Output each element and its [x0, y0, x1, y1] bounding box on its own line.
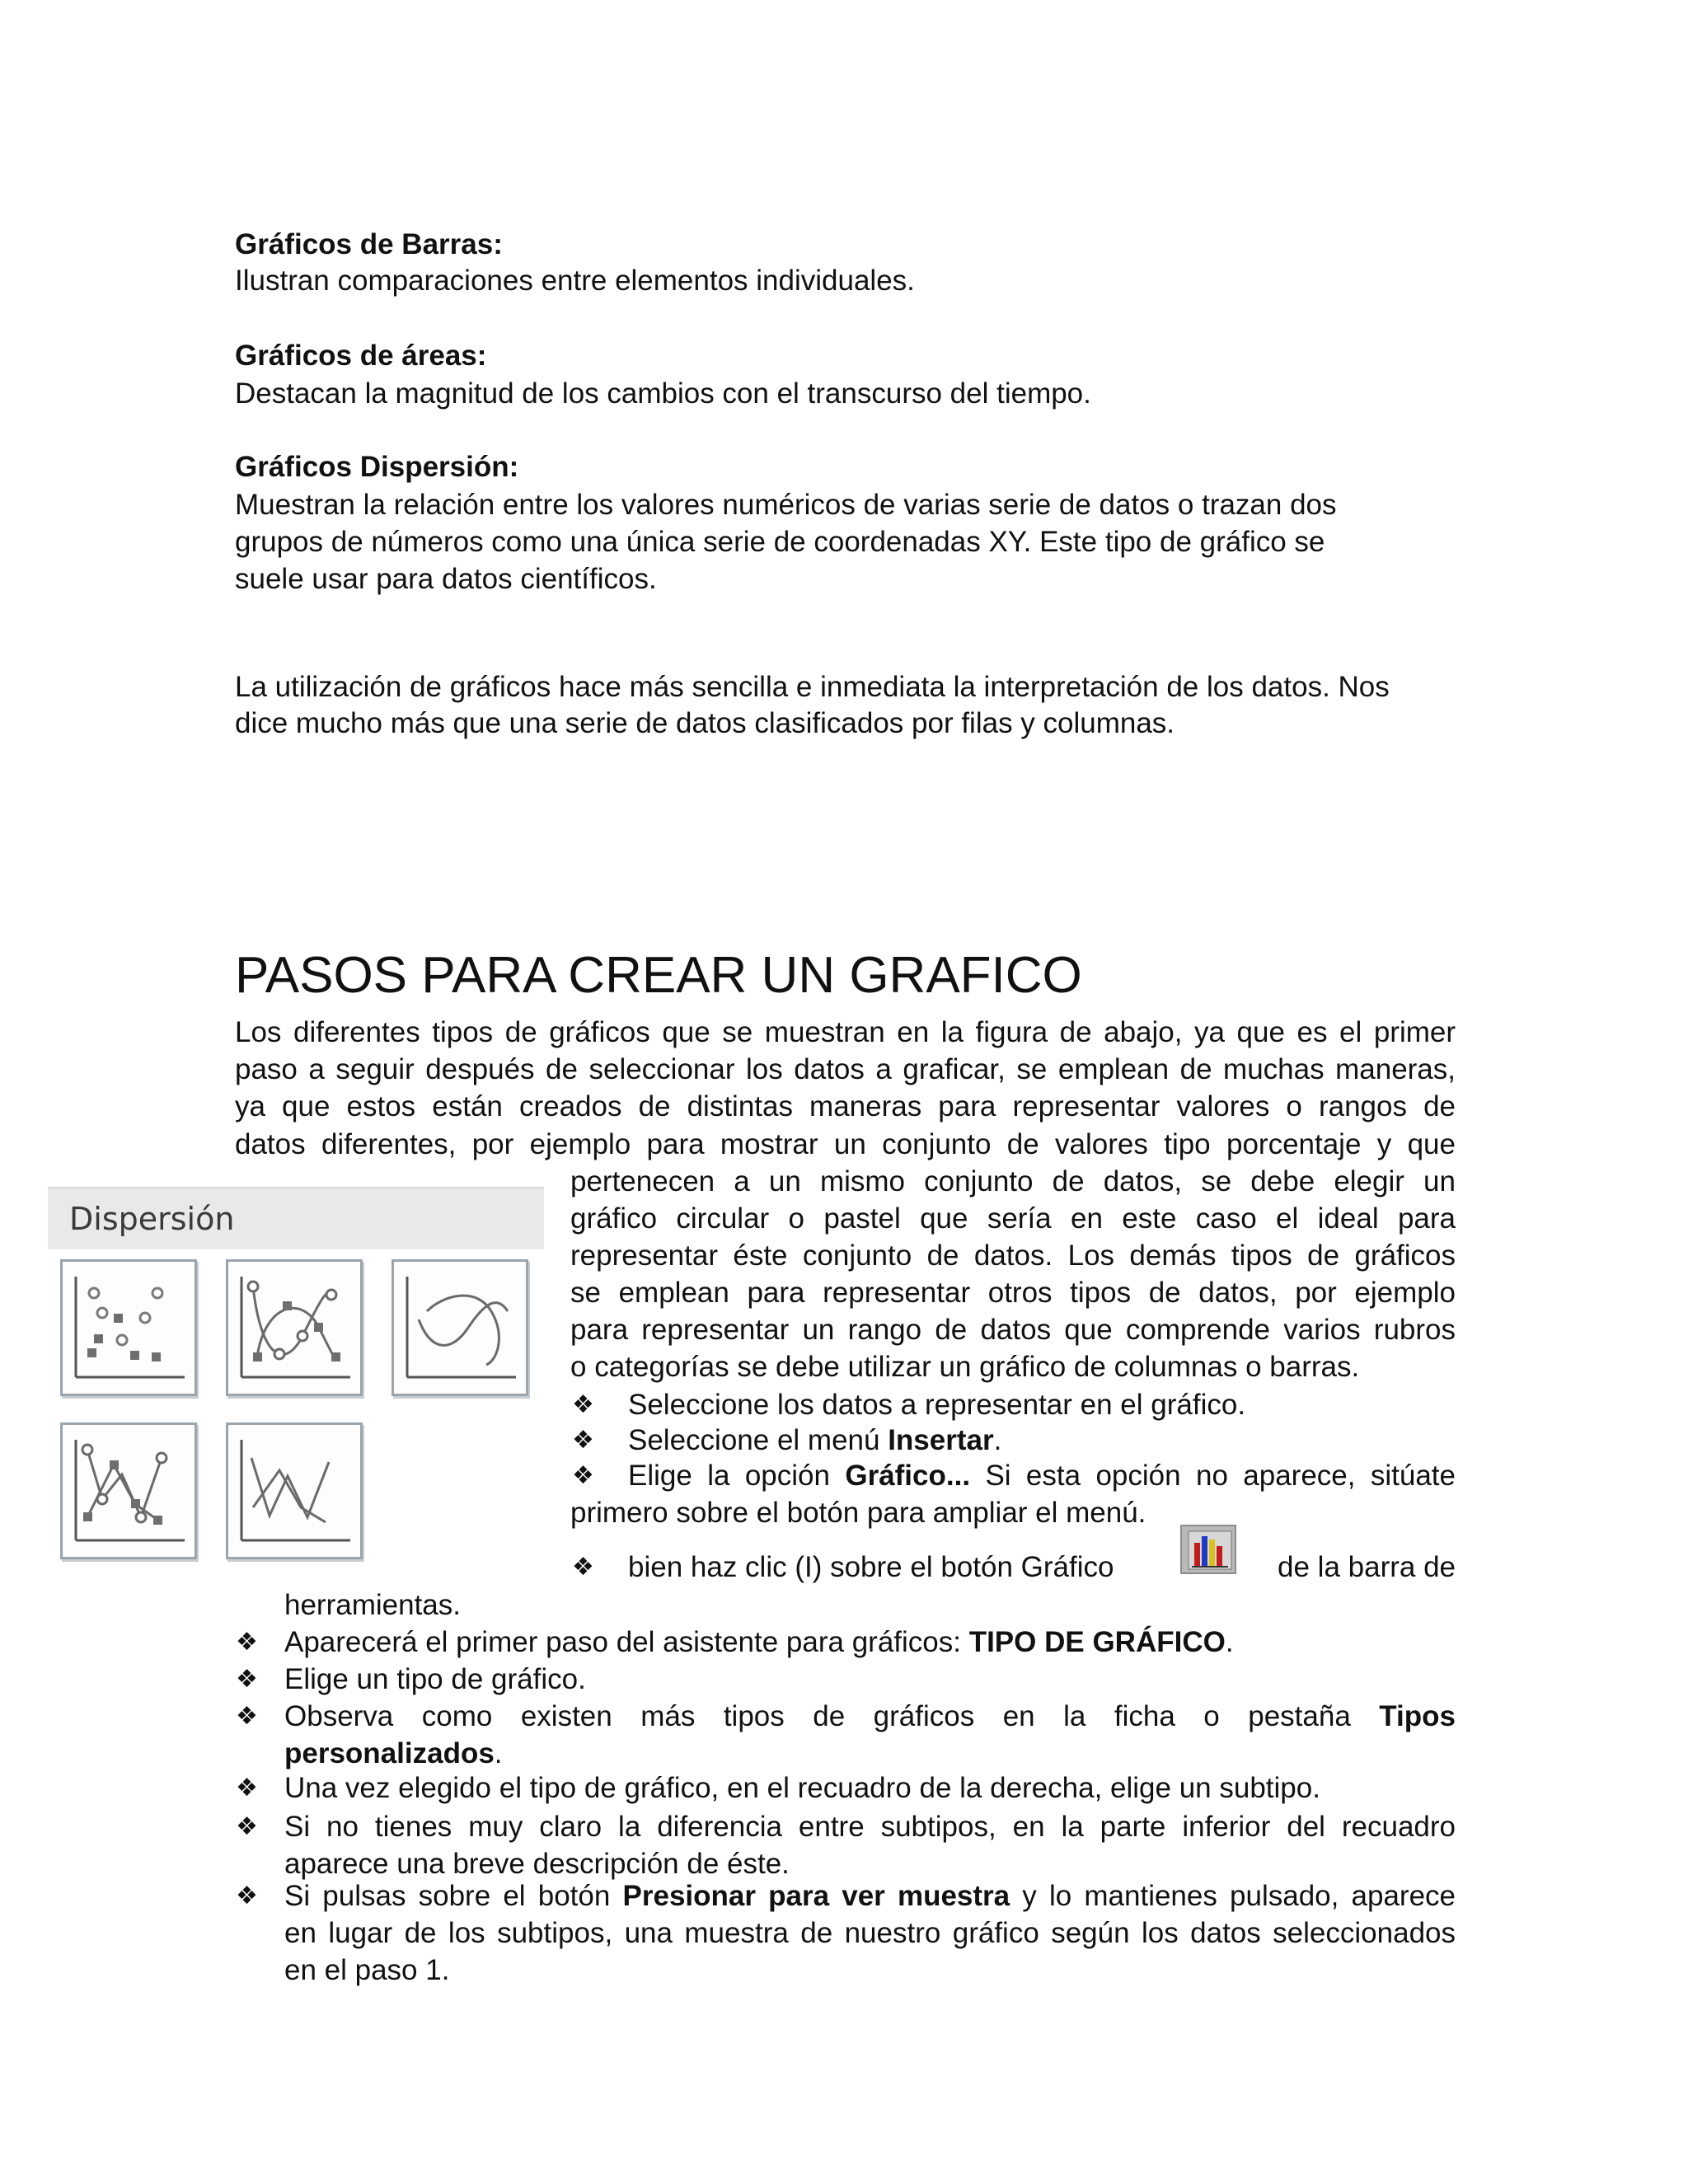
bullet-icon: ❖ [572, 1427, 594, 1454]
step-9: Si no tienes muy claro la diferencia entre subtipos, en la parte inferior del recuadro [284, 1811, 1456, 1843]
barras-title: Gráficos de Barras: [235, 228, 503, 260]
step-3: Elige la opción Gráfico... Si esta opción no aparece, sitúate [628, 1460, 1456, 1492]
bullet-icon: ❖ [236, 1666, 258, 1693]
step-10-line-2: en lugar de los subtipos, una muestra de nuestro gráfico según los datos seleccionados [284, 1917, 1456, 1949]
utilizacion-text-line: La utilización de gráficos hace más sencilla e inmediata la interpretación de los datos. Nos [235, 671, 1390, 703]
dispersion-panel-title: Dispersión [69, 1201, 235, 1237]
scatter-straight-lines-markers-icon[interactable] [60, 1422, 197, 1559]
step-2: Seleccione el menú Insertar. [628, 1424, 1002, 1456]
step-7: Observa como existen más tipos de gráficos en la ficha o pestaña Tipos [284, 1700, 1456, 1732]
step-8: Una vez elegido el tipo de gráfico, en el recuadro de la derecha, elige un subtipo. [284, 1772, 1320, 1804]
step-10: Si pulsas sobre el botón Presionar para ver muestra y lo mantienes pulsado, aparece [284, 1880, 1456, 1912]
wrap-line: representar éste conjunto de datos. Los demás tipos de gráficos [570, 1240, 1456, 1272]
step-3-line-2: primero sobre el botón para ampliar el menú. [570, 1497, 1146, 1529]
bullet-icon: ❖ [236, 1813, 258, 1840]
step-9-line-2: aparece una breve descripción de éste. [284, 1848, 790, 1880]
dispersion-text-line: grupos de números como una única serie de coordenadas XY. Este tipo de gráfico se [235, 526, 1325, 558]
step-6: Elige un tipo de gráfico. [284, 1663, 586, 1695]
step-4: bien haz clic (I) sobre el botón Gráfico [628, 1551, 1114, 1583]
intro-line: ya que estos están creados de distintas maneras para representar valores o rangos de [235, 1090, 1456, 1122]
step-5: Aparecerá el primer paso del asistente para gráficos: TIPO DE GRÁFICO. [284, 1626, 1234, 1658]
intro-line: datos diferentes, por ejemplo para mostrar un conjunto de valores tipo porcentaje y que [235, 1128, 1456, 1160]
utilizacion-text-line: dice mucho más que una serie de datos clasificados por filas y columnas. [235, 707, 1175, 739]
areas-title: Gráficos de áreas: [235, 340, 487, 372]
intro-line: Los diferentes tipos de gráficos que se muestran en la figura de abajo, ya que es el primer [235, 1016, 1456, 1048]
step-10-line-3: en el paso 1. [284, 1954, 450, 1986]
bullet-icon: ❖ [236, 1774, 258, 1802]
dispersion-panel [48, 1187, 544, 1566]
intro-line: paso a seguir después de seleccionar los datos a graficar, se emplean de muchas maneras, [235, 1053, 1456, 1085]
wrap-line: gráfico circular o pastel que sería en este caso el ideal para [570, 1202, 1456, 1235]
bullet-icon: ❖ [236, 1703, 258, 1730]
scatter-smooth-lines-icon[interactable] [392, 1259, 528, 1396]
wrap-line: se emplean para representar otros tipos de datos, por ejemplo [570, 1277, 1456, 1309]
scatter-straight-lines-icon[interactable] [226, 1422, 363, 1559]
scatter-markers-only-icon[interactable] [60, 1259, 197, 1396]
step-4-tail: de la barra de [1278, 1551, 1456, 1583]
bullet-icon: ❖ [236, 1882, 258, 1910]
dispersion-text-line: suele usar para datos científicos. [235, 563, 657, 595]
bullet-icon: ❖ [572, 1462, 594, 1489]
dispersion-panel-header [48, 1187, 544, 1249]
chart-button-icon [1180, 1525, 1236, 1574]
bullet-icon: ❖ [572, 1554, 594, 1581]
dispersion-title: Gráficos Dispersión: [235, 451, 519, 483]
page-heading: PASOS PARA CREAR UN GRAFICO [235, 947, 1082, 1004]
bullet-icon: ❖ [236, 1629, 258, 1656]
bullet-icon: ❖ [572, 1391, 594, 1418]
wrap-line: para representar un rango de datos que comprende varios rubros [570, 1314, 1456, 1346]
step-7-line-2: personalizados. [284, 1737, 503, 1769]
wrap-line: pertenecen a un mismo conjunto de datos, se debe elegir un [570, 1165, 1456, 1197]
step-1: Seleccione los datos a representar en el gráfico. [628, 1389, 1246, 1421]
wrap-line: o categorías se debe utilizar un gráfico de columnas o barras. [570, 1351, 1360, 1383]
scatter-smooth-lines-markers-icon[interactable] [226, 1259, 363, 1396]
step-4-line-2: herramientas. [284, 1589, 461, 1621]
dispersion-text-line: Muestran la relación entre los valores numéricos de varias serie de datos o trazan dos [235, 489, 1337, 521]
areas-text: Destacan la magnitud de los cambios con el transcurso del tiempo. [235, 377, 1091, 410]
barras-text: Ilustran comparaciones entre elementos individuales. [235, 265, 915, 297]
